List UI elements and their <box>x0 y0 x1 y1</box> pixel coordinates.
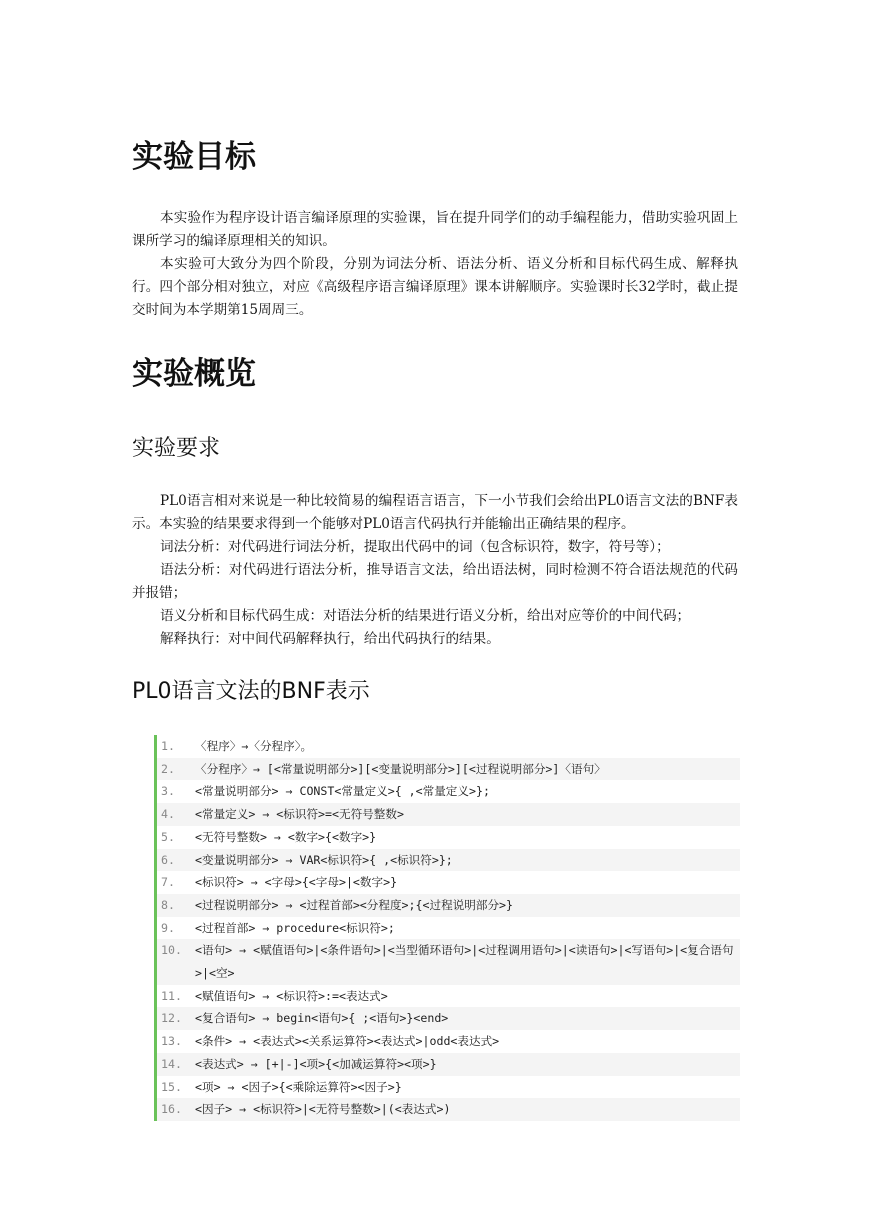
code-line <box>157 1053 740 1076</box>
code-text: <复合语句> → begin<语句>{ ;<语句>}<end> <box>195 1011 449 1026</box>
code-line <box>157 803 740 826</box>
subsection-heading-requirements: 实验要求 <box>132 436 221 461</box>
code-text: <变量说明部分> → VAR<标识符>{ ,<标识符>}; <box>195 852 453 867</box>
line-number: 11. <box>161 988 182 1003</box>
code-text: <语句> → <赋值语句>|<条件语句>|<当型循环语句>|<过程调用语句>|<读语句>|<写语句>|<复合语句>|<空> <box>195 943 734 981</box>
line-number: 6. <box>161 852 175 867</box>
code-line <box>157 894 740 917</box>
paragraph: 语法分析：对代码进行语法分析，推导语言文法，给出语法树，同时检测不符合语法规范的代码并报错； <box>132 562 738 601</box>
subsection-heading-bnf: PL0语言文法的BNF表示 <box>132 679 370 704</box>
code-text: <赋值语句> → <标识符>:=<表达式> <box>195 988 388 1003</box>
code-line <box>157 985 740 1008</box>
code-text: 〈程序〉→〈分程序〉。 <box>195 739 313 753</box>
code-line <box>157 1098 740 1121</box>
code-text: <无符号整数> → <数字>{<数字>} <box>195 829 377 844</box>
code-text: <过程首部> → procedure<标识符>; <box>195 920 395 935</box>
line-number: 8. <box>161 897 175 912</box>
code-line <box>157 849 740 872</box>
code-text: <标识符> → <字母>{<字母>|<数字>} <box>195 875 398 890</box>
code-line <box>157 826 740 849</box>
paragraph: PL0语言相对来说是一种比较简易的编程语言语言，下一小节我们会给出PL0语言文法的BNF表示。本实验的结果要求得到一个能够对PL0语言代码执行并能输出正确结果的程序。 <box>132 493 738 532</box>
paragraph: 语义分析和目标代码生成：对语法分析的结果进行语义分析，给出对应等价的中间代码； <box>160 608 691 624</box>
line-number: 2. <box>161 761 175 776</box>
line-number: 14. <box>161 1056 182 1071</box>
code-line <box>157 1007 740 1030</box>
code-line <box>157 735 740 758</box>
line-number: 7. <box>161 875 175 890</box>
code-text: <常量定义> → <标识符>=<无符号整数> <box>195 807 404 822</box>
code-line <box>157 917 740 940</box>
line-number: 3. <box>161 784 175 799</box>
paragraph: 本实验可大致分为四个阶段，分别为词法分析、语法分析、语义分析和目标代码生成、解释执行。四个部分相对独立，对应《高级程序语言编译原理》课本讲解顺序。实验课时长32学时，截止提交时间为本学期第15周周三。 <box>132 256 738 318</box>
section-heading-goals: 实验目标 <box>132 139 256 175</box>
code-block <box>154 735 740 1121</box>
code-line <box>157 871 740 894</box>
section-heading-overview: 实验概览 <box>132 356 256 392</box>
paragraph: 本实验作为程序设计语言编译原理的实验课，旨在提升同学们的动手编程能力，借助实验巩固上课所学习的编译原理相关的知识。 <box>132 210 738 249</box>
paragraph: 解释执行：对中间代码解释执行，给出代码执行的结果。 <box>160 631 500 647</box>
code-line <box>157 758 740 781</box>
line-number: 16. <box>161 1102 182 1117</box>
line-number: 4. <box>161 807 175 822</box>
line-number: 10. <box>161 943 182 958</box>
code-text: <项> → <因子>{<乘除运算符><因子>} <box>195 1079 402 1094</box>
line-number: 12. <box>161 1011 182 1026</box>
code-text: <因子> → <标识符>|<无符号整数>|(<表达式>) <box>195 1102 451 1117</box>
paragraph: 词法分析：对代码进行词法分析，提取出代码中的词（包含标识符，数字，符号等）； <box>160 539 670 555</box>
line-number: 9. <box>161 920 175 935</box>
code-text: <表达式> → [+|-]<项>{<加减运算符><项>} <box>195 1056 437 1071</box>
code-line <box>157 939 740 984</box>
line-number: 5. <box>161 829 175 844</box>
line-number: 13. <box>161 1034 182 1049</box>
line-number: 15. <box>161 1079 182 1094</box>
code-text: <条件> → <表达式><关系运算符><表达式>|odd<表达式> <box>195 1034 500 1049</box>
code-line <box>157 1076 740 1099</box>
code-text: 〈分程序〉→ [<常量说明部分>][<变量说明部分>][<过程说明部分>]〈语句〉 <box>195 761 606 776</box>
line-number: 1. <box>161 739 175 753</box>
code-text: <过程说明部分> → <过程首部><分程度>;{<过程说明部分>} <box>195 897 514 912</box>
code-text: <常量说明部分> → CONST<常量定义>{ ,<常量定义>}; <box>195 784 490 799</box>
code-line <box>157 1030 740 1053</box>
code-line <box>157 780 740 803</box>
